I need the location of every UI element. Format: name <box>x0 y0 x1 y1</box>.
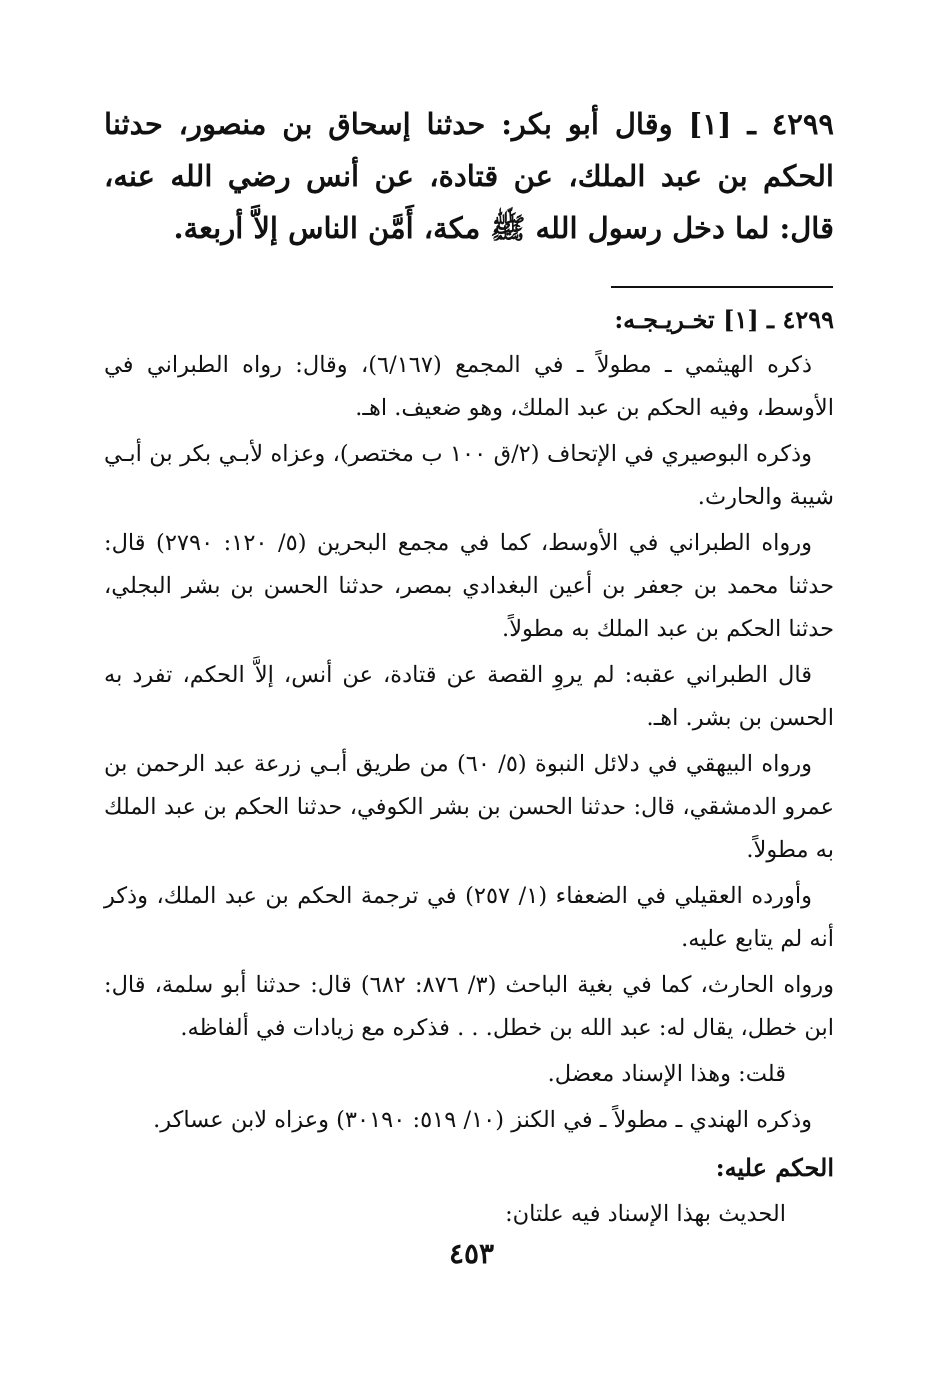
ruling-text: الحديث بهذا الإسناد فيه علتان: <box>505 1201 786 1227</box>
note-paragraph: وذكره الهندي ـ مطولاً ـ في الكنز (١٠/ ٥١٩: ٣٠١٩٠) وعزاه لابن عساكر. <box>153 1107 812 1133</box>
footnote-separator <box>611 286 833 288</box>
note-paragraph: ذكره الهيثمي ـ مطولاً ـ في المجمع (٦/١٦٧)، وقال: رواه الطبراني في الأوسط، وفيه الحكم بن عبد الملك، وهو ضعيف. اهـ. <box>104 352 834 421</box>
note-paragraph: وذكره البوصيري في الإتحاف (٢/ق ١٠٠ ب مختصر)، وعزاه لأبـي بكر بن أبـي شيبة والحارث. <box>104 441 834 510</box>
note-paragraph: قال الطبراني عقبه: لم يروِ القصة عن قتادة، عن أنس، إلاَّ الحكم، تفرد به الحسن بن بشر. اهـ. <box>104 662 834 731</box>
hadith-text: ٤٢٩٩ ـ [١] وقال أبو بكر: حدثنا إسحاق بن منصور، حدثنا الحكم بن عبد الملك، عن قتادة، عن أنس رضي الله عنه، قال: لما دخل رسول الله ﷺ مكة، أَمَّن الناس إلاَّ أربعة. <box>104 107 834 245</box>
footnotes <box>104 298 834 1239</box>
ruling-heading: الحكم عليه: <box>715 1153 834 1182</box>
page-number: ٤٥٣ <box>448 1237 495 1270</box>
note-paragraph: قلت: وهذا الإسناد معضل. <box>547 1061 786 1087</box>
takhrij-heading: ٤٢٩٩ ـ [١] تخـريـجـه: <box>614 305 834 334</box>
note-paragraph: ورواه الحارث، كما في بغية الباحث (٣/ ٨٧٦: ٦٨٢) قال: حدثنا أبو سلمة، قال: ابن خطل، يقال له: عبد الله بن خطل. . . فذكره مع زيادات في ألفاظه. <box>104 972 835 1041</box>
note-paragraph: ورواه الطبراني في الأوسط، كما في مجمع البحرين (٥/ ١٢٠: ٢٧٩٠) قال: حدثنا محمد بن جعفر بن أعين البغدادي بمصر، حدثنا الحسن بن بشر البجلي، حدثنا الحكم بن عبد الملك به مطولاً. <box>104 530 834 642</box>
hadith-text-block <box>104 98 834 254</box>
note-paragraph: ورواه البيهقي في دلائل النبوة (٥/ ٦٠) من طريق أبـي زرعة عبد الرحمن بن عمرو الدمشقي، قال: حدثنا الحسن بن بشر الكوفي، حدثنا الحكم بن عبد الملك به مطولاً. <box>104 751 834 863</box>
note-paragraph: وأورده العقيلي في الضعفاء (١/ ٢٥٧) في ترجمة الحكم بن عبد الملك، وذكر أنه لم يتابع عليه. <box>104 883 834 952</box>
